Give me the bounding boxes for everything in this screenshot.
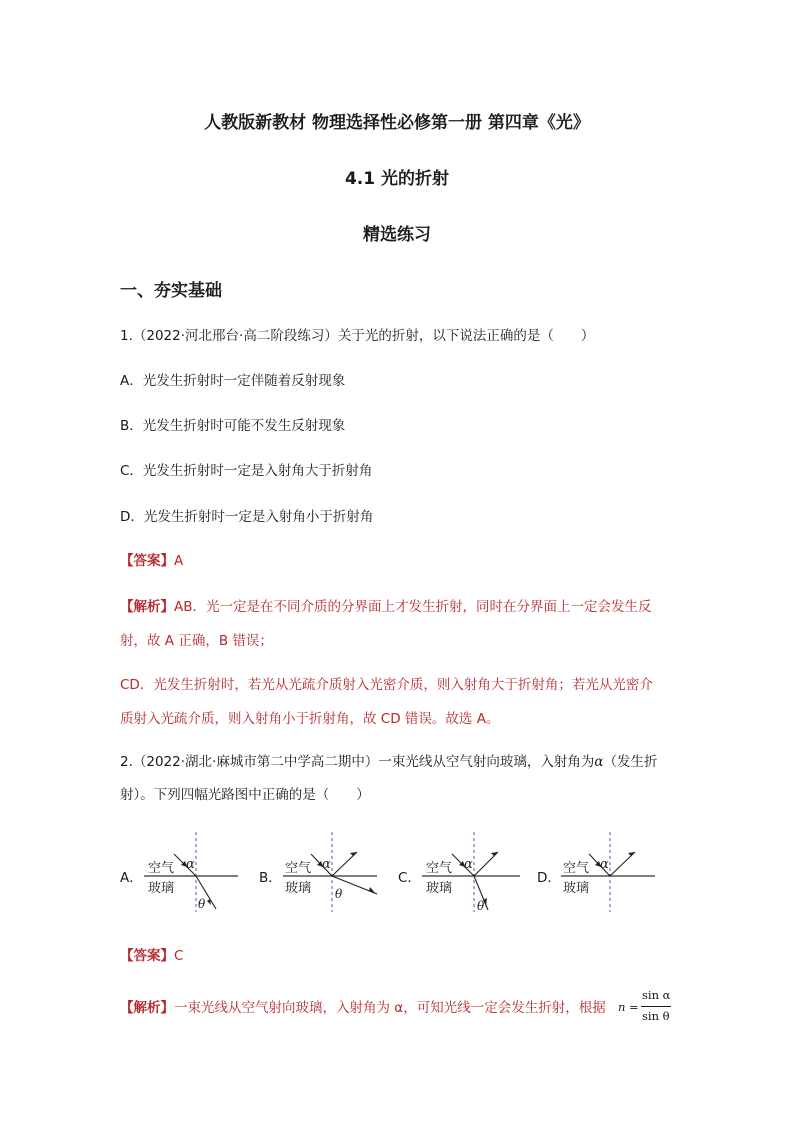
air-label: 空气 [426, 861, 453, 876]
document-title: 人教版新教材 物理选择性必修第一册 第四章《光》 [204, 113, 590, 133]
q2-stem [120, 752, 690, 805]
formula-numerator: sin α [642, 988, 671, 1002]
air-label: 空气 [563, 861, 590, 876]
diagram-letter-d: D． [537, 870, 561, 886]
practice-label: 精选练习 [363, 225, 431, 245]
glass-label: 玻璃 [148, 881, 175, 896]
glass-label: 玻璃 [563, 881, 590, 896]
formula-n: n = [618, 1000, 639, 1014]
diagram-letter-b: B． [259, 870, 282, 886]
analysis-text: 一束光线从空气射向玻璃，入射角为 α，可知光线一定会发生折射，根据 [174, 1000, 606, 1016]
answer-label: 【答案】 [120, 948, 174, 964]
diagram-c [416, 832, 542, 912]
air-label: 空气 [148, 861, 175, 876]
answer-value: C [174, 948, 184, 964]
analysis-line: CD．光发生折射时，若光从光疏介质射入光密介质，则入射角大于折射角；若光从光密介 [120, 677, 653, 693]
diagram-a [138, 832, 264, 912]
theta-label: θ [198, 897, 206, 911]
snell-formula [618, 988, 678, 1028]
analysis-label: 【解析】 [120, 1000, 174, 1016]
alpha-symbol: α [594, 754, 604, 770]
alpha-label: α [322, 857, 331, 872]
analysis-line: AB．光一定是在不同介质的分界面上才发生折射，同时在分界面上一定会发生反 [174, 599, 652, 615]
alpha-label: α [600, 857, 609, 872]
diagram-letter-a: A． [120, 870, 143, 886]
q2-analysis [120, 998, 606, 1018]
q1-option-a: A．光发生折射时一定伴随着反射现象 [120, 373, 346, 389]
analysis-line: 质射入光疏介质，则入射角小于折射角，故 CD 错误。故选 A。 [120, 711, 500, 727]
q2-stem-line1-end: （发生折 [603, 754, 658, 770]
diagram-d [555, 832, 681, 912]
formula-denominator: sin θ [642, 1009, 670, 1023]
fraction-bar [641, 1006, 671, 1007]
q1-option-b: B．光发生折射时可能不发生反射现象 [120, 418, 346, 434]
section-subtitle: 4.1 光的折射 [344, 169, 450, 189]
section-heading: 一、夯实基础 [120, 281, 222, 301]
diagram-b [277, 832, 403, 912]
air-label: 空气 [285, 861, 312, 876]
q2-answer [120, 946, 183, 966]
theta-label: θ [335, 887, 343, 901]
alpha-label: α [464, 857, 473, 872]
q2-stem-line1: 2.（2022·湖北·麻城市第二中学高二期中）一束光线从空气射向玻璃，入射角为 [120, 754, 595, 770]
q1-answer [120, 551, 183, 571]
analysis-label: 【解析】 [120, 599, 174, 615]
q1-analysis-p1 [120, 597, 680, 651]
q1-option-d: D．光发生折射时一定是入射角小于折射角 [120, 509, 374, 525]
q1-stem: 1.（2022·河北邢台·高二阶段练习）关于光的折射，以下说法正确的是（ ） [120, 328, 595, 344]
glass-label: 玻璃 [426, 881, 453, 896]
q2-stem-line2: 射）。下列四幅光路图中正确的是（ ） [120, 787, 370, 803]
q1-analysis-p2 [120, 675, 680, 729]
diagram-letter-c: C． [398, 870, 421, 886]
alpha-label: α [186, 857, 195, 872]
theta-label: θ [477, 899, 485, 912]
glass-label: 玻璃 [285, 881, 312, 896]
answer-label: 【答案】 [120, 553, 174, 569]
analysis-line: 射，故 A 正确，B 错误； [120, 633, 273, 649]
answer-value: A [174, 553, 184, 569]
q1-option-c: C．光发生折射时一定是入射角大于折射角 [120, 463, 373, 479]
